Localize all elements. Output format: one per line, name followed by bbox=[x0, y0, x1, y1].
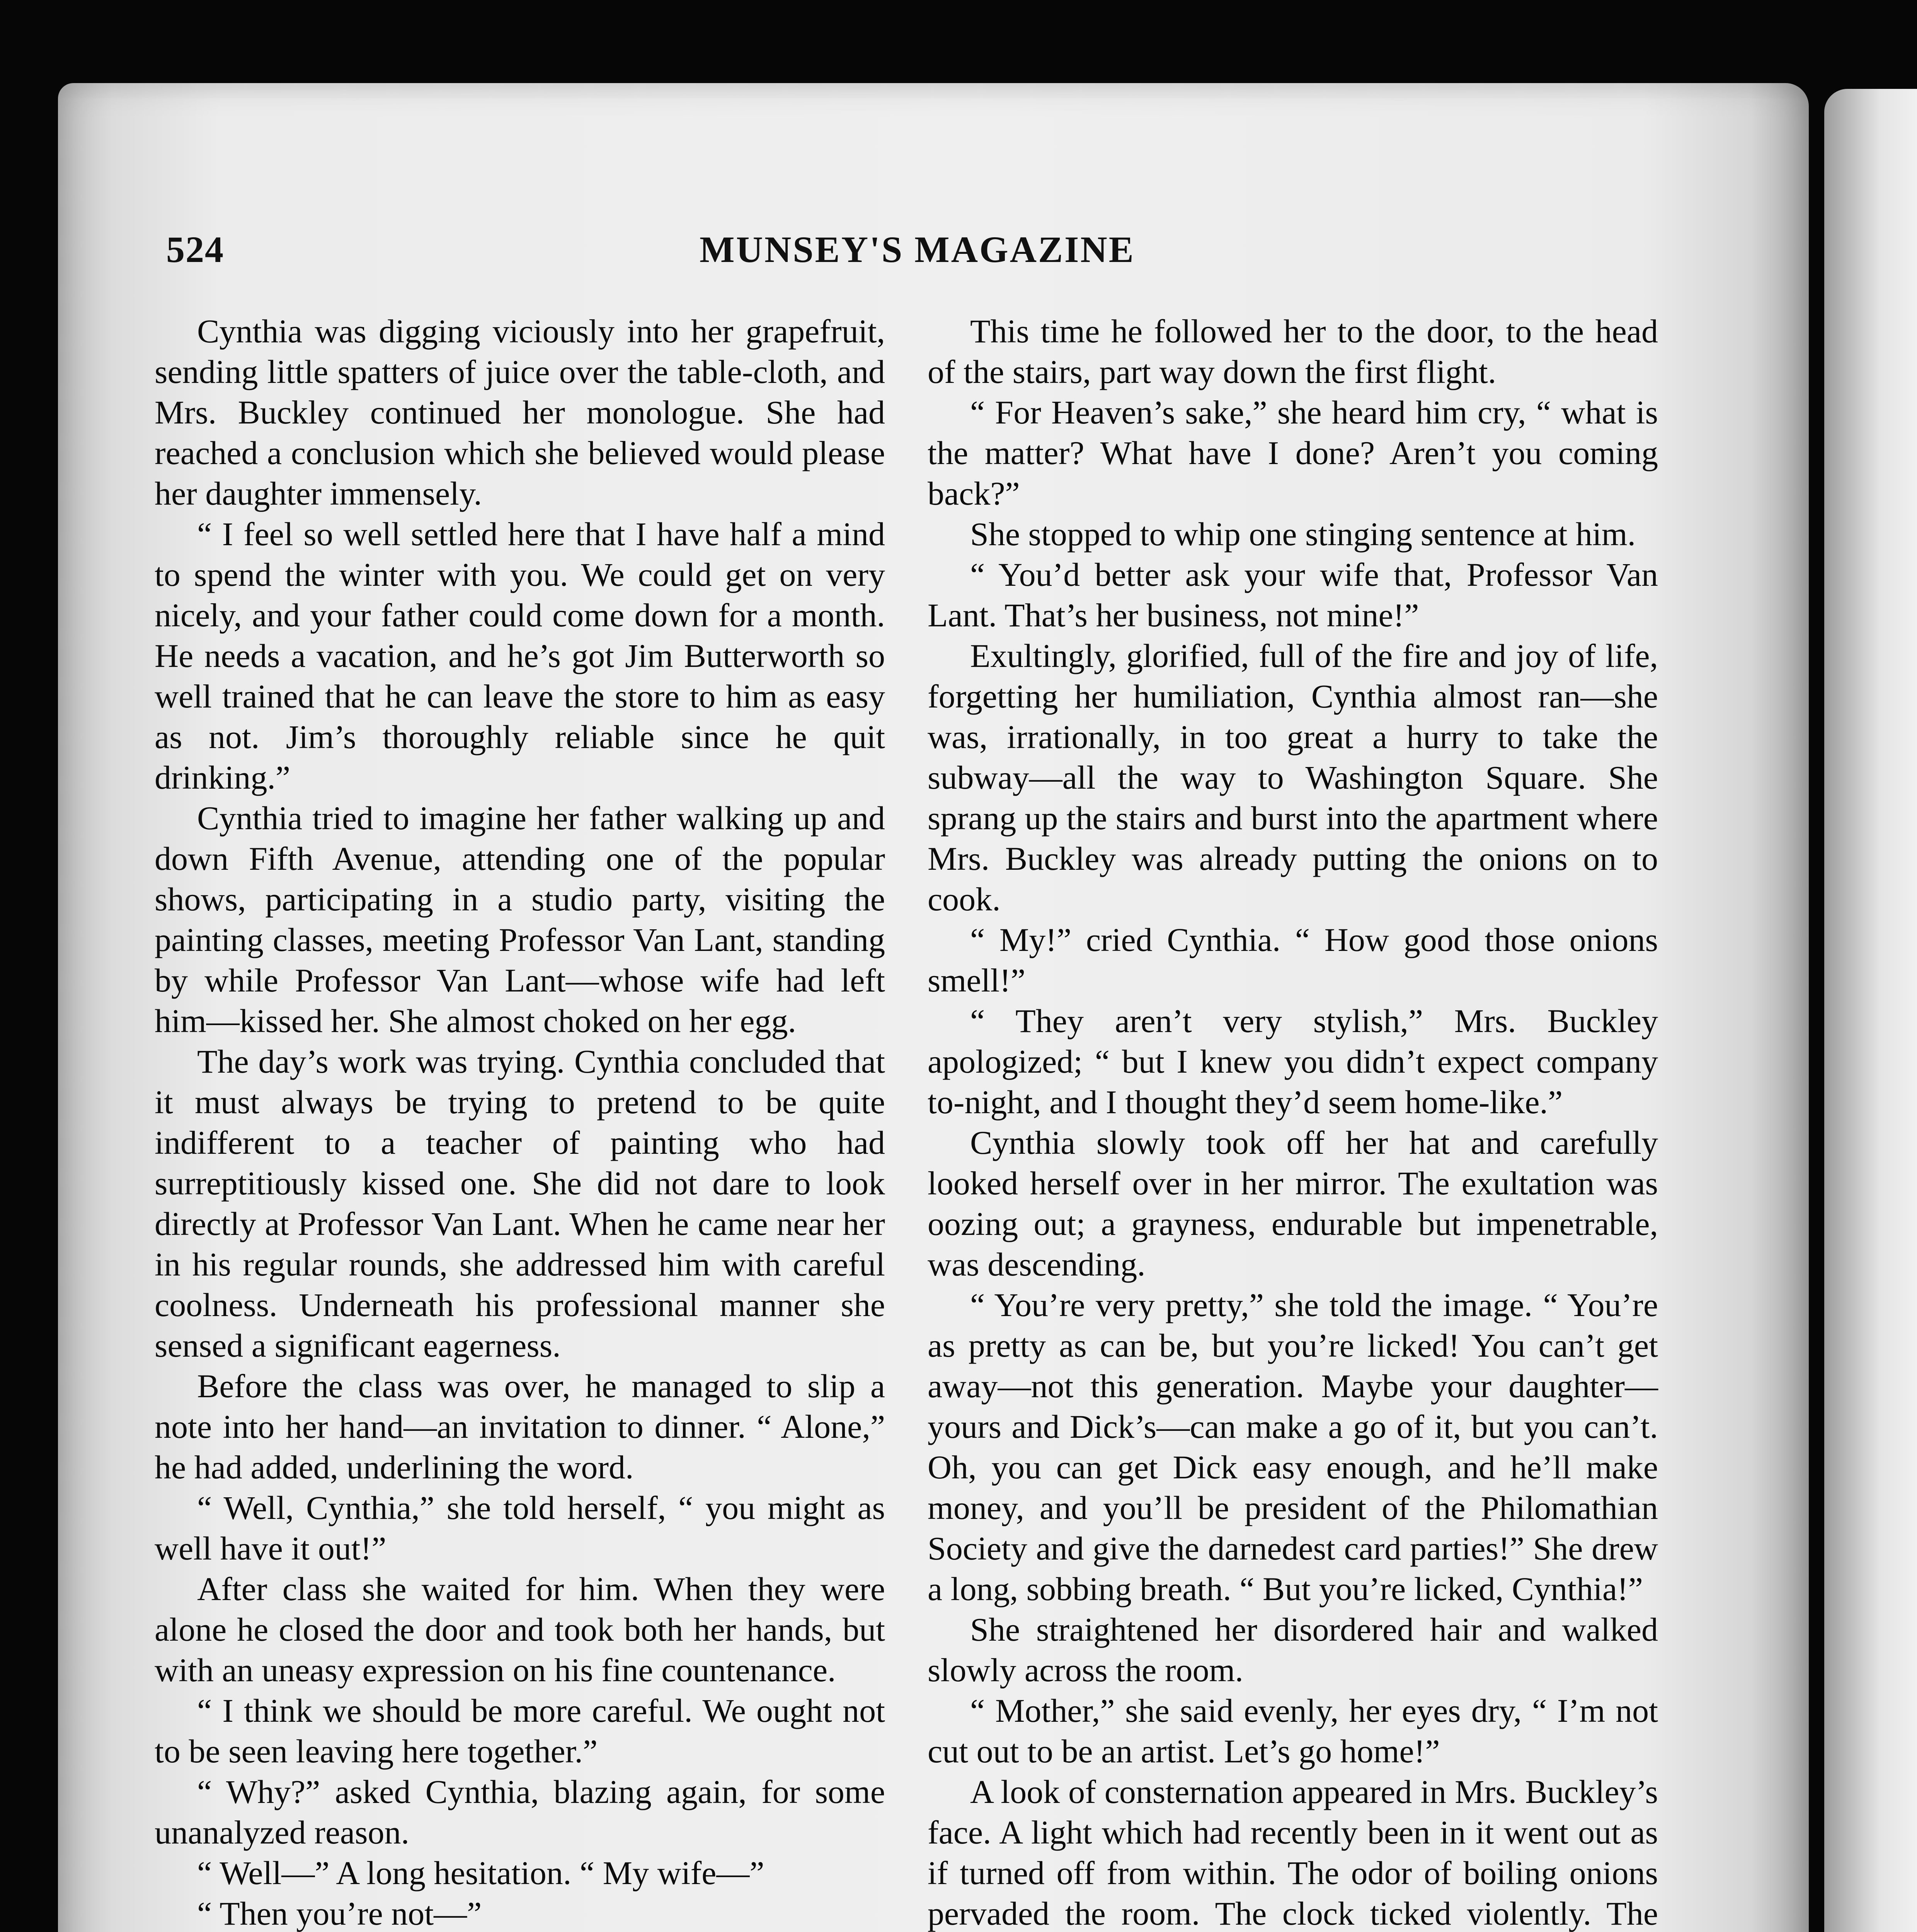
magazine-title: MUNSEY'S MAGAZINE bbox=[700, 229, 1135, 270]
paragraph: She stopped to whip one stinging sentence at him. bbox=[970, 515, 1636, 553]
paragraph: “ I feel so well settled here that I have half a mind to spend the winter with you. We could get on very nicely, and your father could come down for a month. He needs a vacation, and he’s got Jim Butterworth so well trained that he can leave the store to him as easy as not. Jim’s thoroughly reliable since he quit drinking.” bbox=[155, 515, 885, 796]
paragraph: The day’s work was trying. Cynthia concluded that it must always be trying to pretend to be quite indifferent to a teacher of painting who had surreptitiously kissed one. She did not dare to look directly at Professor Van Lant. When he came near her in his regular rounds, she addressed him with careful coolness. Underneath his professional manner she sensed a significant eagerness. bbox=[155, 1043, 885, 1364]
paragraph: This time he followed her to the door, to the head of the stairs, part way down the first flight. bbox=[928, 313, 1658, 390]
paragraph: She straightened her disordered hair and walked slowly across the room. bbox=[928, 1611, 1658, 1689]
paragraph: “ My!” cried Cynthia. “ How good those onions smell!” bbox=[928, 921, 1658, 999]
paragraph: “ Well, Cynthia,” she told herself, “ you might as well have it out!” bbox=[155, 1489, 885, 1567]
paragraph: A look of consternation appeared in Mrs. Buckley’s face. A light which had recently been in it went out as if turned off from within. The odor of boiling onions pervaded the room. The clock ticked violently. The bbox=[928, 1773, 1658, 1932]
paragraph: “ Well—” A long hesitation. “ My wife—” bbox=[197, 1854, 764, 1891]
paragraph: “ Why?” asked Cynthia, blazing again, for some unanalyzed reason. bbox=[155, 1773, 885, 1851]
running-head bbox=[166, 228, 1666, 282]
right-column bbox=[928, 311, 1658, 1932]
paragraph: “ For Heaven’s sake,” she heard him cry, “ what is the matter? What have I done? Aren’t you coming back?” bbox=[928, 394, 1658, 512]
paragraph: “ You’d better ask your wife that, Professor Van Lant. That’s her business, not mine!” bbox=[928, 556, 1658, 634]
paragraph: “ I think we should be more careful. We ought not to be seen leaving here together.” bbox=[155, 1692, 885, 1770]
next-page-edge bbox=[1824, 89, 1917, 1932]
left-column bbox=[155, 311, 885, 1932]
page-number: 524 bbox=[166, 229, 224, 270]
paragraph: Cynthia tried to imagine her father walking up and down Fifth Avenue, attending one of the popular shows, participating in a studio party, visiting the painting classes, meeting Professor Van Lant, standing by while Professor Van Lant—whose wife had left him—kissed her. She almost choked on her egg. bbox=[155, 799, 885, 1039]
paragraph: Cynthia slowly took off her hat and carefully looked herself over in her mirror. The exultation was oozing out; a grayness, endurable but impenetrable, was descending. bbox=[928, 1124, 1658, 1283]
paragraph: Exultingly, glorified, full of the fire and joy of life, forgetting her humiliation, Cynthia almost ran—she was, irrationally, in too great a hurry to take the subway—all the way to Washington Square. She sprang up the stairs and burst into the apartment where Mrs. Buckley was already putting the onions on to cook. bbox=[928, 637, 1658, 918]
paragraph: After class she waited for him. When they were alone he closed the door and took both her hands, but with an uneasy expression on his fine countenance. bbox=[155, 1570, 885, 1689]
paragraph: Before the class was over, he managed to slip a note into her hand—an invitation to dinner. “ Alone,” he had added, underlining the word. bbox=[155, 1367, 885, 1486]
paragraph: Cynthia was digging viciously into her grapefruit, sending little spatters of juice over the table-cloth, and Mrs. Buckley continued her monologue. She had reached a conclusion which she believed would please her daughter immensely. bbox=[155, 313, 885, 512]
paragraph: “ You’re very pretty,” she told the image. “ You’re as pretty as can be, but you’re licked! You can’t get away—not this generation. Maybe your daughter—yours and Dick’s—can make a go of it, but you can’t. Oh, you can get Dick easy enough, and he’ll make money, and you’ll be president of the Philomathian Society and give the darnedest card parties!” She drew a long, sobbing breath. “ But you’re licked, Cynthia!” bbox=[928, 1286, 1658, 1607]
paragraph: “ They aren’t very stylish,” Mrs. Buckley apologized; “ but I knew you didn’t expect company to-night, and I thought they’d seem home-like.” bbox=[928, 1002, 1658, 1121]
paragraph: “ Mother,” she said evenly, her eyes dry, “ I’m not cut out to be an artist. Let’s go home!” bbox=[928, 1692, 1658, 1770]
paragraph: “ Then you’re not—” bbox=[197, 1895, 482, 1932]
